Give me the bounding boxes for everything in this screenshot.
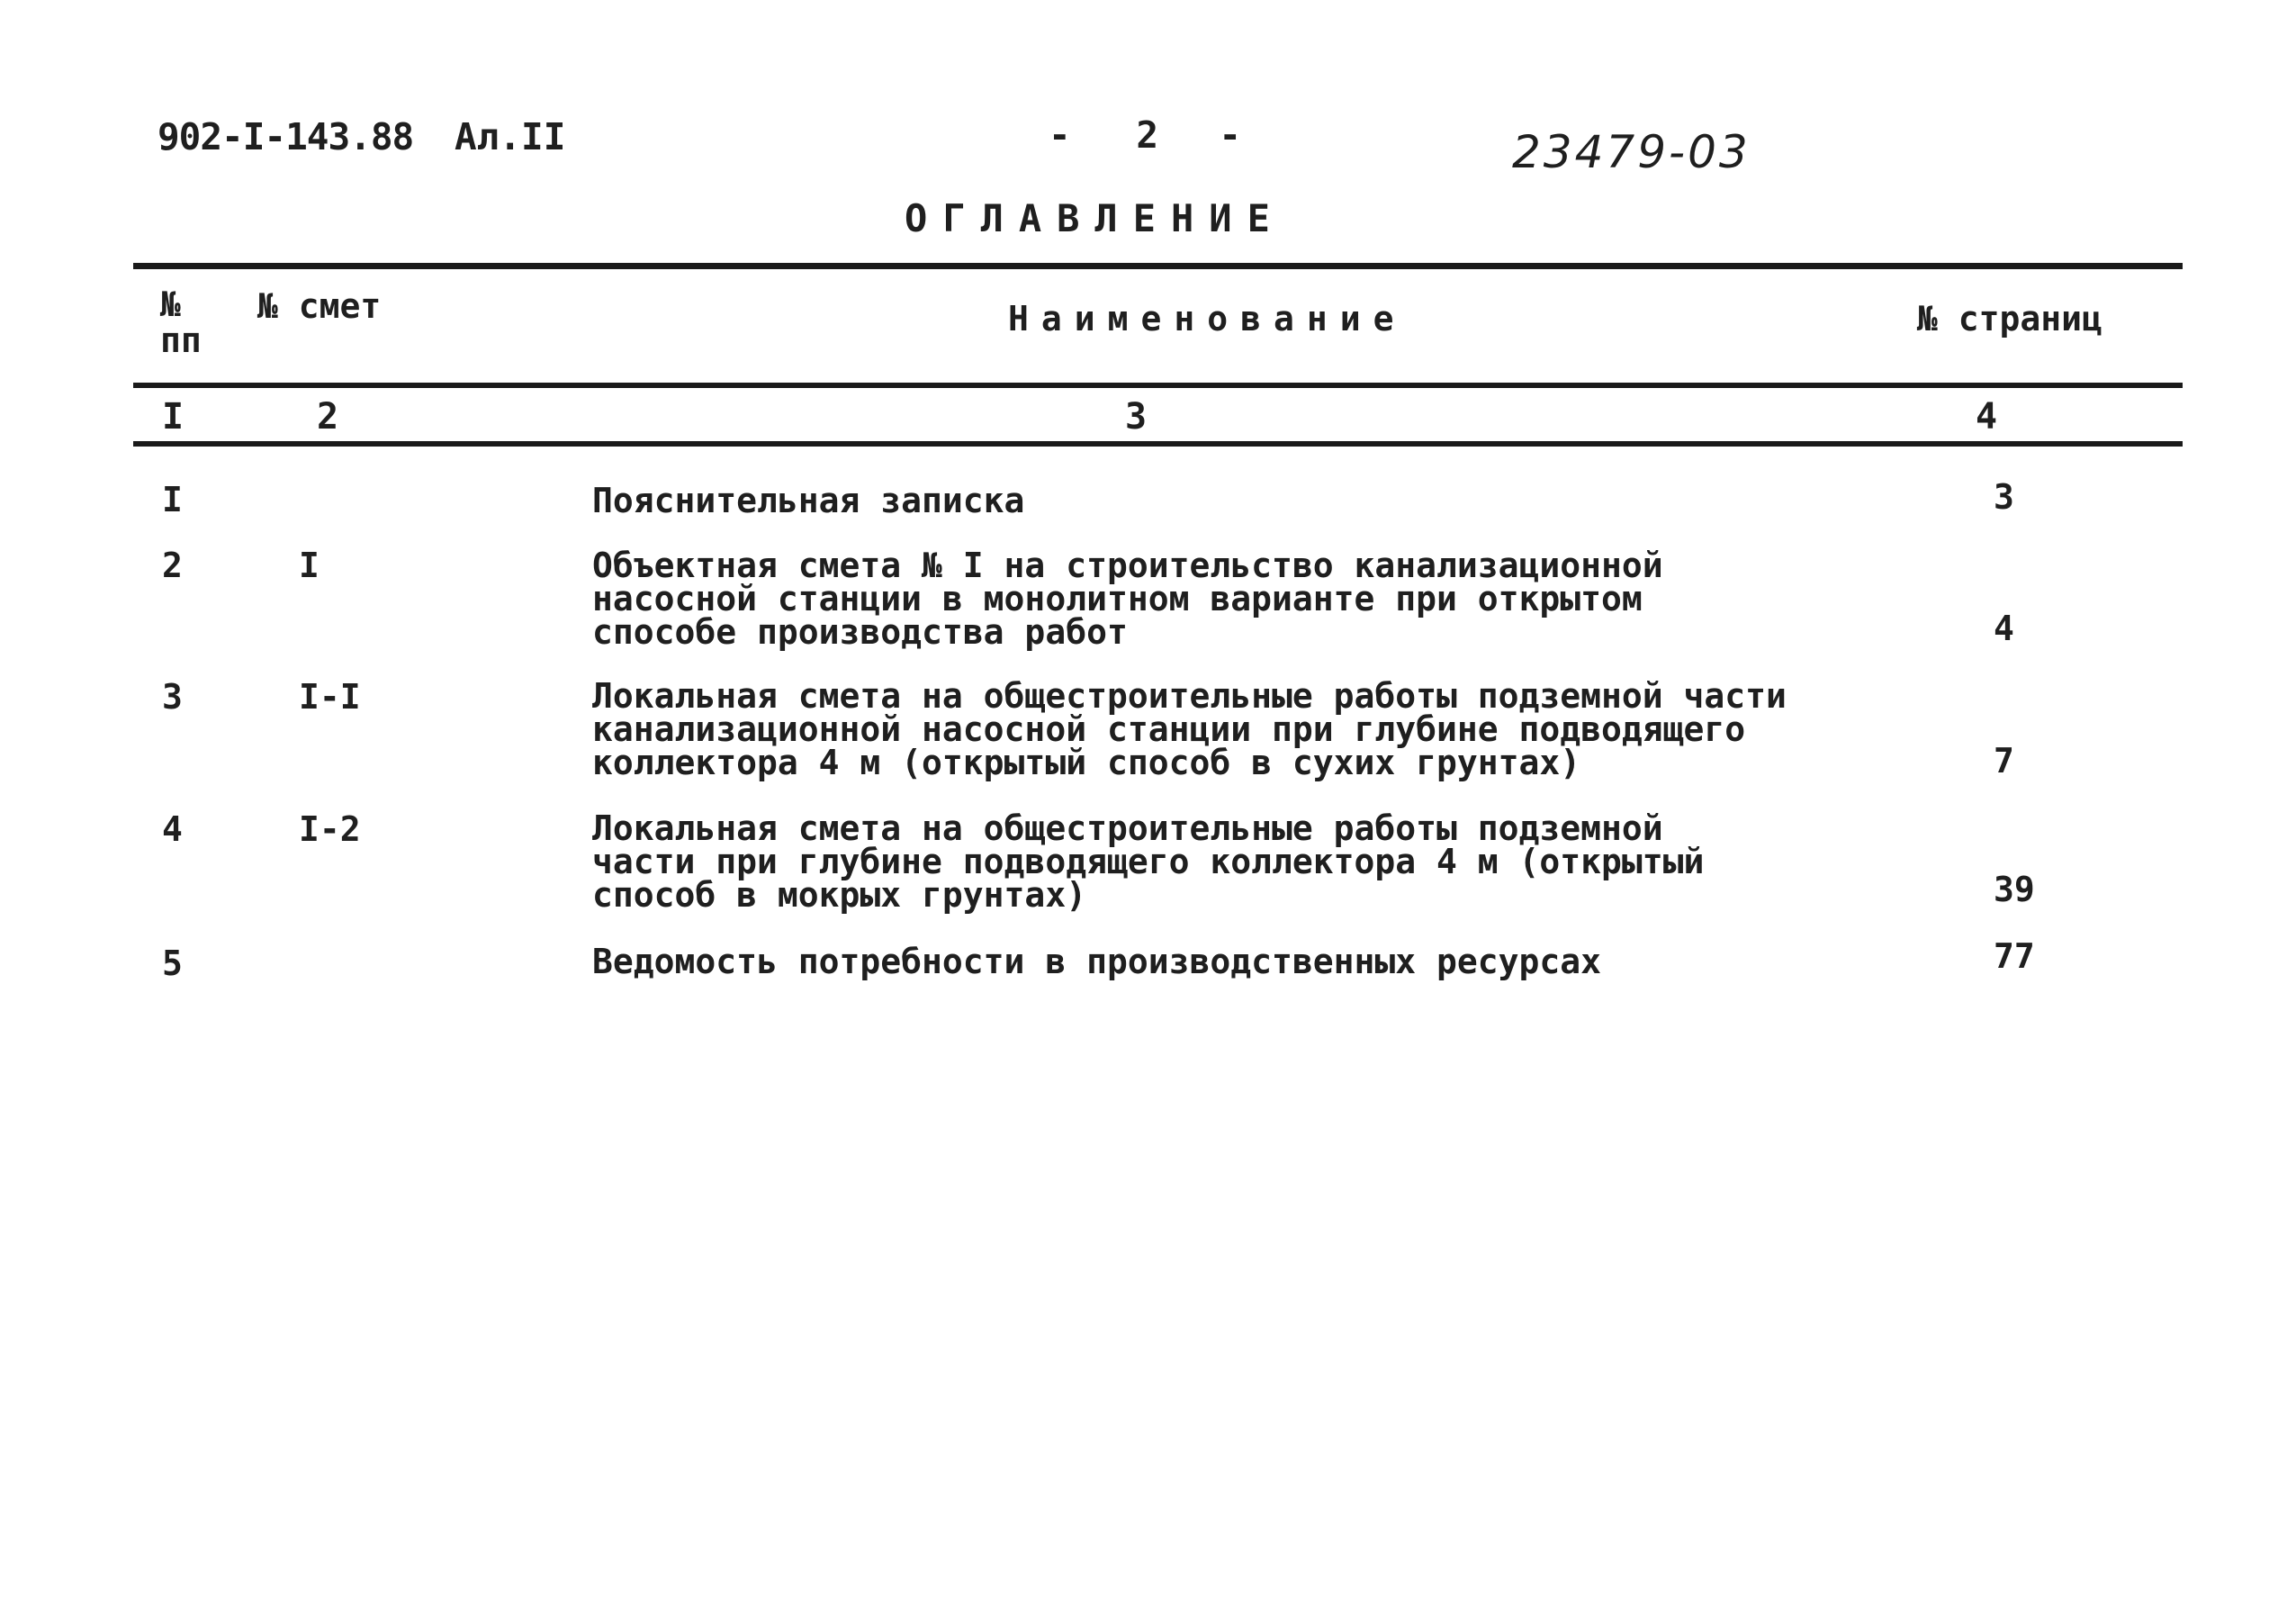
row-1-name-line-1: Пояснительная записка bbox=[592, 481, 1025, 520]
header-num-pp-line1: № bbox=[160, 284, 181, 324]
row-3-smet: I-I bbox=[299, 677, 361, 717]
header-num-pp-line2: пп bbox=[160, 320, 202, 360]
page-dash-left: - bbox=[1049, 113, 1071, 157]
column-number-1: I bbox=[162, 396, 185, 438]
row-4-page: 39 bbox=[1994, 870, 2035, 909]
row-5-pp: 5 bbox=[162, 943, 183, 983]
table-column-number-rule bbox=[133, 441, 2183, 447]
column-number-4: 4 bbox=[1976, 396, 1998, 438]
column-number-3: 3 bbox=[1125, 396, 1148, 438]
header-num-pp bbox=[160, 286, 202, 358]
document-code: 902-I-143.88 bbox=[158, 115, 414, 158]
row-4-smet: I-2 bbox=[299, 809, 361, 849]
row-2-pp: 2 bbox=[162, 546, 183, 585]
header-pages: № страниц bbox=[1917, 299, 2102, 339]
row-2-page: 4 bbox=[1994, 609, 2014, 648]
page-number-block bbox=[1049, 113, 1246, 157]
row-3-pp: 3 bbox=[162, 677, 183, 717]
table-top-rule bbox=[133, 263, 2183, 269]
row-2-name bbox=[592, 546, 1663, 652]
page-number: 2 bbox=[1136, 113, 1159, 157]
toc-title: ОГЛАВЛЕНИЕ bbox=[905, 196, 1285, 240]
row-5-page: 77 bbox=[1994, 936, 2035, 976]
row-4-name-line-2: части при глубине подводящего коллектора 4 м (открытый bbox=[592, 842, 1705, 881]
row-4-name-line-3: способ в мокрых грунтах) bbox=[592, 875, 1087, 915]
row-3-page: 7 bbox=[1994, 741, 2014, 781]
row-1-page: 3 bbox=[1994, 477, 2014, 517]
column-number-2: 2 bbox=[317, 396, 339, 438]
row-3-name-line-1: Локальная смета на общестроительные работы подземной части bbox=[592, 676, 1787, 716]
album-number: Ал.II bbox=[455, 115, 566, 158]
row-2-name-line-2: насосной станции в монолитном варианте при открытом bbox=[592, 579, 1643, 618]
header-name: Наименование bbox=[1008, 299, 1407, 339]
row-1-name bbox=[592, 481, 1025, 520]
row-4-name bbox=[592, 808, 1705, 915]
row-2-name-line-3: способе производства работ bbox=[592, 612, 1128, 652]
row-3-name bbox=[592, 676, 1787, 782]
row-1-pp: I bbox=[162, 480, 183, 519]
handwritten-number: 23479-03 bbox=[1512, 126, 1751, 178]
row-4-pp: 4 bbox=[162, 809, 183, 849]
row-5-name bbox=[592, 942, 1602, 981]
row-3-name-line-2: канализационной насосной станции при глубине подводящего bbox=[592, 709, 1746, 749]
header-num-smet: № смет bbox=[257, 286, 382, 326]
row-3-name-line-3: коллектора 4 м (открытый способ в сухих грунтах) bbox=[592, 743, 1581, 782]
row-2-smet: I bbox=[299, 546, 320, 585]
table-header-rule bbox=[133, 383, 2183, 388]
row-4-name-line-1: Локальная смета на общестроительные работы подземной bbox=[592, 808, 1663, 848]
row-2-name-line-1: Объектная смета № I на строительство канализационной bbox=[592, 546, 1663, 585]
page-dash-right: - bbox=[1219, 113, 1242, 157]
row-5-name-line-1: Ведомость потребности в производственных ресурсах bbox=[592, 942, 1602, 981]
